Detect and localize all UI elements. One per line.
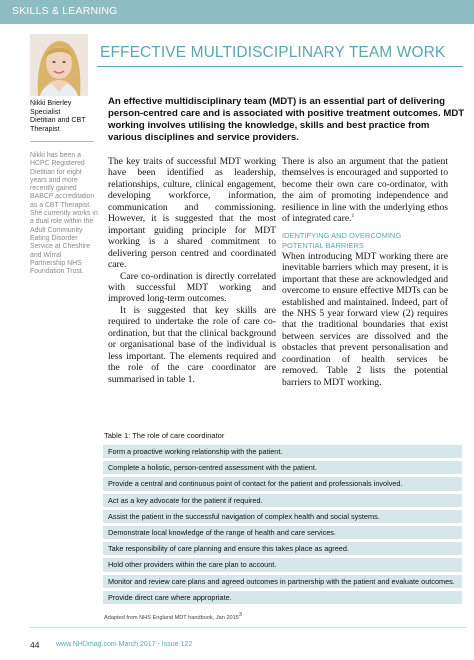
body-paragraph: Care co-ordination is directly correlated with successful MDT working and improved long-term outcomes. — [108, 270, 276, 305]
author-role: Dietitian and CBT — [30, 116, 86, 125]
table-row: Assist the patient in the successful navigation of complex health and social systems. — [103, 510, 462, 523]
table-row: Complete a holistic, person-centred assessment with the patient. — [103, 461, 462, 474]
author-role: Therapist — [30, 124, 60, 133]
table-row: Monitor and review care plans and agreed outcomes in partnership with the patient and evaluate outcomes. — [103, 575, 462, 588]
source-text: Adapted from NHS England MDT handbook, Jan 2015 — [104, 615, 239, 621]
body-column-left — [108, 156, 276, 385]
table-row: Provide direct care where appropriate. — [103, 591, 462, 604]
page-number: 44 — [30, 640, 40, 650]
table-row: Take responsibility of care planning and ensure this takes place as agreed. — [103, 542, 462, 555]
care-coordinator-table — [103, 445, 462, 607]
intro-paragraph: An effective multidisciplinary team (MDT) is an essential part of delivering person-centred care and is associated with positive treatment outcomes. MDT working involves utilising the knowledge, skills and best practice from various disciplines and service providers. — [108, 96, 465, 143]
section-subheading — [282, 231, 448, 251]
table-row: Form a proactive working relationship with the patient. — [103, 445, 462, 458]
table-caption: Table 1: The role of care coordinator — [104, 431, 225, 440]
body-text: There is also an argument that the patient themselves is encouraged and supported to become their own care co-ordinator, with the aim of promoting independence and resilience in line with the underlying ethos of integrated care. — [282, 156, 448, 225]
table-row: Provide a central and continuous point of contact for the patient and professionals involved. — [103, 477, 462, 490]
author-photo — [30, 34, 88, 96]
title-divider — [97, 66, 463, 67]
footer-publication: www.NHDmag.com March 2017 - Issue 122 — [56, 641, 193, 648]
reference-marker: 1 — [351, 213, 355, 220]
author-name: Nikki Brierley — [30, 99, 72, 107]
body-paragraph: The key traits of successful MDT working have been identified as leadership, relationships, culture, clinical engagement, developing workforce, information, communication and commissioning. However, it is suggested that the most important guiding principle for MDT working is a shared commitment to delivering person centred and coordinated care. — [108, 156, 276, 271]
author-divider — [30, 141, 94, 142]
table-row: Hold other providers within the care plan to account. — [103, 558, 462, 571]
article-title: EFFECTIVE MULTIDISCIPLINARY TEAM WORK — [100, 44, 446, 61]
reference-marker: 3 — [238, 612, 242, 619]
subheading-line: IDENTIFYING AND OVERCOMING — [282, 230, 402, 240]
table-source — [104, 612, 242, 621]
section-header-bar — [0, 0, 474, 24]
section-label: SKILLS & LEARNING — [12, 5, 118, 17]
body-paragraph — [282, 156, 448, 225]
body-paragraph: It is suggested that key skills are required to undertake the role of care co-ordination, but that the clinical background or organisational base of the individual is less important. The elements required and the role of the care coordinator are summarised in table 1. — [108, 304, 276, 385]
author-block — [30, 99, 100, 133]
author-role: Specialist — [30, 107, 61, 116]
table-row: Act as a key advocate for the patient if required. — [103, 494, 462, 507]
table-row: Demonstrate local knowledge of the range of health and care services. — [103, 526, 462, 539]
author-bio: Nikki has been a HCPC Registered Dietitian for eight years and more recently gained BABCP accreditation as a CBT Therapist. She currently works in a dual role within the Adult Community Eating Disorder Service at Cheshire and Wirral Partnership NHS Foundation Trust. — [30, 152, 98, 276]
body-paragraph: When introducing MDT working there are inevitable barriers which may present, it is important that these are acknowledged and overcome to ensure effective MDTs can be established and maintained. Indeed, part of the NHS 5 year forward view (2) requires that the traditional boundaries that exist between services are dissolved and the obstacles that prevent personalisation and coordination of health services be removed. Table 2 lists the potential barriers to MDT working. — [282, 250, 448, 388]
subheading-line: POTENTIAL BARRIERS — [282, 240, 364, 250]
body-column-right — [282, 156, 448, 388]
footer-divider — [30, 627, 466, 628]
